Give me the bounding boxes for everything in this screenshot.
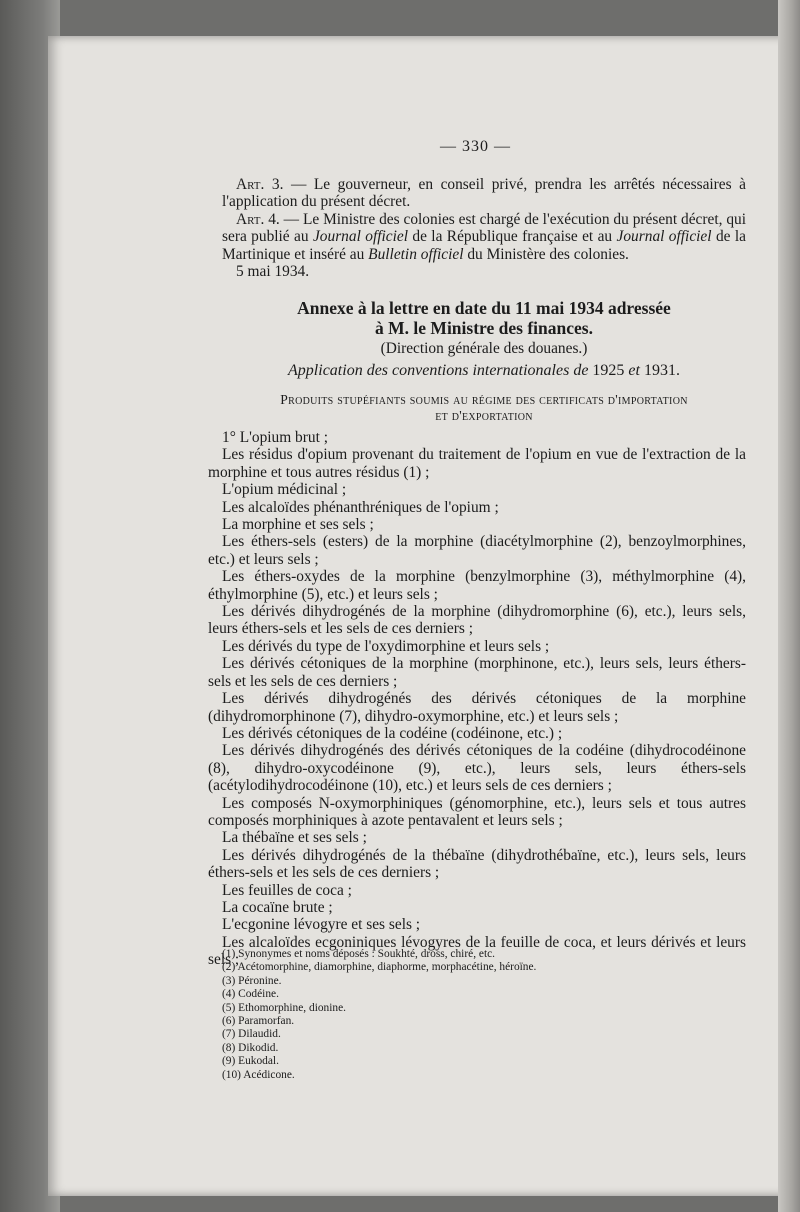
footnote: (4) Codéine. (222, 988, 279, 1001)
article-4 (222, 211, 746, 263)
page-edge (778, 0, 800, 1212)
list-item: L'opium médicinal ; (222, 481, 347, 499)
date-line: 5 mai 1934. (236, 263, 310, 281)
section-heading-line-2: et d'exportation (435, 408, 533, 423)
section-heading (222, 392, 746, 424)
section-heading-line-1: Produits stupéfiants soumis au régime des certificats d'importation (280, 392, 688, 407)
articles-block (222, 176, 746, 280)
list-item: Les composés N-oxymorphiniques (génomorphine, etc.), leurs sels et tous autres composés morphiniques à azote pentavalent et leurs sels ; (208, 794, 746, 829)
list-item: Les feuilles de coca ; (222, 881, 352, 899)
article-4-part: de la Martinique et inséré au (222, 228, 746, 263)
footnote: (8) Dikodid. (222, 1041, 279, 1054)
article-label: Art. 4. (236, 210, 280, 228)
list-item: L'ecgonine lévogyre et ses sels ; (222, 916, 421, 934)
list-item: Les dérivés du type de l'oxydimorphine et leurs sels ; (222, 637, 550, 655)
annex-title (222, 298, 746, 338)
annex-title-line-1: Annexe à la lettre en date du 11 mai 1934 adressée (297, 298, 671, 318)
document-page (48, 36, 790, 1196)
list-item: La thébaïne et ses sels ; (222, 829, 367, 847)
article-4-part: Journal officiel (312, 228, 408, 246)
footnote: (3) Péronine. (222, 974, 282, 987)
footnote: (1) Synonymes et noms déposés : Soukhté, dross, chiré, etc. (222, 948, 496, 960)
article-3-text: — Le gouverneur, en conseil privé, prendra les arrêtés nécessaires à l'application du présent décret. (222, 176, 746, 211)
list-item: 1° L'opium brut ; (222, 429, 328, 446)
page-number: — 330 — (440, 138, 511, 155)
footnotes (222, 948, 722, 1082)
article-4-part: — Le Ministre des colonies est chargé de l'exécution du présent décret, qui sera publié au (222, 210, 747, 246)
article-3 (222, 176, 746, 211)
list-item: Les alcaloïdes phénanthréniques de l'opium ; (222, 498, 499, 516)
application-year-2: 1931. (643, 362, 680, 379)
footnote: (5) Ethomorphine, dionine. (222, 1001, 347, 1014)
annex-direction: (Direction générale des douanes.) (380, 340, 588, 357)
list-item: La cocaïne brute ; (222, 898, 333, 916)
list-item: Les dérivés dihydrogénés de la morphine (dihydromorphine (6), etc.), leurs sels, leurs éthers-sels et les sels de ces derniers ; (208, 603, 746, 638)
application-prefix: Application des conventions internationales de (288, 362, 593, 379)
article-4-part: Journal officiel (616, 228, 712, 246)
list-item: Les éthers-sels (esters) de la morphine (diacétylmorphine (2), benzoylmorphines, etc.) et leurs sels ; (208, 533, 746, 568)
footnote: (10) Acédicone. (222, 1068, 295, 1081)
application-year-1: 1925 (592, 362, 625, 379)
footnote: (2) Acétomorphine, diamorphine, diaphorme, morphacétine, héroïne. (222, 961, 537, 974)
annex-application (222, 362, 746, 379)
application-and: et (624, 362, 644, 379)
list-item: Les dérivés dihydrogénés des dérivés cétoniques de la codéine (dihydrocodéinone (8), dihydro-oxycodéinone (9), etc.), leurs sels, leurs éthers-sels (acétylodihydrocodéinone (10), etc.) et leurs sels de ces derniers ; (208, 742, 746, 795)
annex-title-line-2: à M. le Ministre des finances. (375, 318, 593, 338)
footnote: (7) Dilaudid. (222, 1028, 281, 1041)
article-4-part: du Ministère des colonies. (463, 245, 629, 263)
article-4-part: Bulletin officiel (368, 245, 464, 263)
list-item: Les éthers-oxydes de la morphine (benzylmorphine (3), méthylmorphine (4), éthylmorphine (5), etc.) et leurs sels ; (208, 568, 746, 603)
list-item: La morphine et ses sels ; (222, 516, 374, 534)
list-item: Les dérivés cétoniques de la codéine (codéinone, etc.) ; (222, 724, 563, 742)
list-item: Les alcaloïdes ecgoniniques lévogyres de la feuille de coca, et leurs dérivés et leurs sels ; (208, 933, 746, 969)
list-item: Les dérivés dihydrogénés des dérivés cétoniques de la morphine (dihydromorphinone (7), dihydro-oxymorphine, etc.) et leurs sels ; (208, 690, 746, 725)
article-label: Art. 3. (236, 176, 284, 193)
list-item: Les dérivés cétoniques de la morphine (morphinone, etc.), leurs sels, leurs éthers-sels et les sels de ces derniers ; (208, 655, 746, 690)
list-item: Les résidus d'opium provenant du traitement de l'opium en vue de l'extraction de la morphine et tous autres résidus (1) ; (208, 446, 746, 481)
substance-list (208, 429, 746, 969)
footnote: (9) Eukodal. (222, 1055, 279, 1068)
footnote: (6) Paramorfan. (222, 1015, 295, 1028)
article-4-part: de la République française et au (407, 228, 617, 246)
list-item: Les dérivés dihydrogénés de la thébaïne (dihydrothébaïne, etc.), leurs sels, leurs éthers-sels et les sels de ces derniers ; (208, 846, 746, 882)
